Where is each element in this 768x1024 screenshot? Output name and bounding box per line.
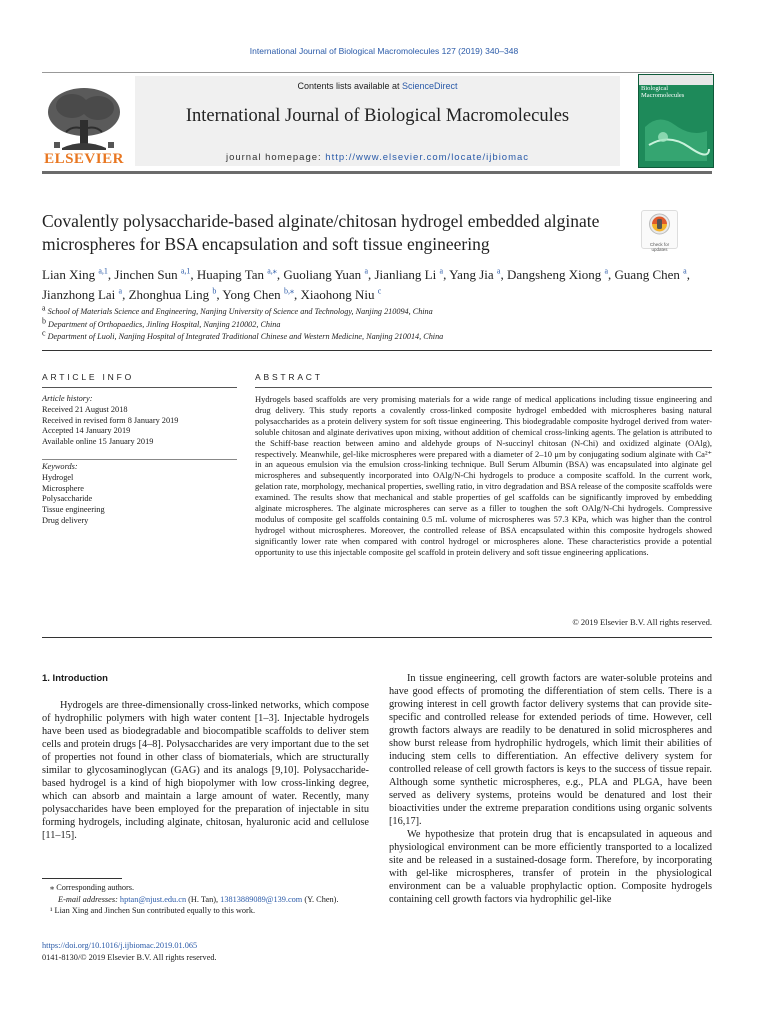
author-affiliation-mark: c	[377, 286, 382, 296]
divider	[42, 637, 712, 638]
equal-contribution-note: ¹ Lian Xing and Jinchen Sun contributed equally to this work.	[50, 906, 256, 915]
affiliation-text: School of Materials Science and Engineering, Nanjing University of Science and Technology, Nanjing 210094, China	[47, 307, 433, 316]
author[interactable]	[42, 287, 122, 302]
affiliation	[42, 303, 712, 319]
author[interactable]	[449, 267, 500, 282]
author-affiliation-mark: a	[439, 266, 444, 276]
author-affiliation-mark: a	[683, 266, 687, 276]
author[interactable]	[129, 287, 217, 302]
email-link-chen[interactable]: 13813889089@139.com	[220, 894, 303, 904]
author[interactable]	[42, 267, 108, 282]
journal-citation-link[interactable]: International Journal of Biological Macromolecules 127 (2019) 340–348	[249, 46, 519, 56]
keyword: Hydrogel	[42, 472, 74, 482]
keyword: Polysaccharide	[42, 494, 93, 504]
keyword: Drug delivery	[42, 515, 89, 525]
abstract-heading: ABSTRACT	[255, 372, 323, 382]
author[interactable]	[375, 267, 444, 282]
author-name: Zhonghua Ling	[128, 287, 210, 302]
doi-block	[42, 940, 369, 963]
author-affiliation-mark: b,⁎	[283, 286, 294, 296]
affiliation	[42, 328, 712, 344]
cover-title-line-1: Biological	[641, 85, 669, 92]
abstract-body: Hydrogels based scaffolds are very promising materials for a wide range of medical applications including tissue engineering and drug delivery. This study reports a covalently cross-linked composite hydrogel embedded with microspheres basing natural polysaccharides as a protein delivery system for soft tissue engineering. This biodegradable composite hydrogel derived from water-soluble chitosan and alginate derivatives upon mixing, without addition of chemical cross-linking agents. The gelation is attributed to the Schiff-base reaction between amino and aldehyde groups of N-succinyl chitosan (N-Chi) and oxidized alginate (OAlg), respectively. Meanwhile, gel-like microspheres were prepared with a diameter of 2–10 μm by conjugating sodium alginate with Ca²⁺ in an aqueous emulsion via the emulsion cross-linking technique. Bull Serum Albumin (BSA) was encapsulated into alginate gel microspheres and subsequently incorporated into OAlg/N-Chi hydrogels to produce a composite scaffold. In the current work, gelation rate, morphology, mechanical properties, swelling ratio, in vitro degradation and BSA release of the composite scaffolds were examined. The results show that mechanical and stable properties of gel scaffolds can be significantly improved by embedding alginate microspheres. The alginate microspheres can serve as a filler to toughen the soft OAlg/N-Chi hydrogels. Compressive modulus of composite gel scaffolds containing 0.5 mL volume of microspheres was 57.3 KPa, which was higher than the control hydrogel without microspheres. Moreover, the controlled release of BSA encapsulated within this composite hydrogels showed significantly lower rate when compared with control hydrogel or microspheres alone. These characteristics provide a potential opportunity to use this injectable composite gel scaffold in protein delivery and soft tissue engineering applications.	[255, 394, 712, 557]
author-name: Xiaohong Niu	[300, 287, 375, 302]
email-link-tan[interactable]: hptan@njust.edu.cn	[119, 894, 187, 904]
affiliation-mark: b	[42, 315, 46, 325]
author-name: Jianzhong Lai	[42, 287, 116, 302]
body-paragraph: In tissue engineering, cell growth factors are water-soluble proteins and have good effects of promoting the differentiation of stem cells. There is a growing interest in cell growth factor delivery systems that can provide site-specific and controlled release for extended periods of time. However, cell growth factors always are readily to be denatured in solid microspheres and show burst release from hydrophilic hydrogels, which limit their abilities of inducing stem cells to differentiation. An effective delivery system for controlled release of cell growth factors is keys to the success of tissue repair. Although some synthetic microspheres, e.g., PLA and PLGA, have been served as delivery systems, proteins would be denatured and lost their bioactivities under the extreme preparation conditions using organic solvents [16,17].	[389, 673, 712, 827]
keywords-label: Keywords:	[42, 462, 78, 471]
affiliation-mark: a	[42, 303, 46, 313]
email-label: E-mail addresses:	[58, 894, 118, 904]
author-name: Yong Chen	[222, 287, 281, 302]
contents-prefix: Contents lists available at	[297, 81, 403, 91]
divider	[42, 350, 712, 351]
author[interactable]	[507, 267, 608, 282]
affiliation	[42, 315, 712, 332]
issn-line: 0141-8130/© 2019 Elsevier B.V. All rights reserved.	[42, 952, 217, 962]
history-item: Available online 15 January 2019	[42, 437, 154, 447]
email-note	[42, 894, 369, 906]
divider	[42, 387, 237, 388]
divider	[42, 459, 237, 460]
affiliation-text: Department of Orthopaedics, Jinling Hospital, Nanjing 210002, China	[48, 319, 281, 329]
article-info-heading: ARTICLE INFO	[42, 372, 135, 382]
author-list: Lian Xing $^{a,1}$, Jinchen Sun $^{a,1}$, Huaping Tan $^{a,⁎}$, Guoliang Yuan $^a$, Jianliang Li $^a$, Yang Jia $^a$, Dangsheng Xiong $^a$, Guang Chen $^a$, Jianzhong Lai $^a$, Zhonghua Ling $^b$, Yong Chen $^{b,⁎}$, Xiaohong Niu $^c$	[42, 266, 690, 302]
author[interactable]	[283, 267, 368, 282]
email-owner-tan: (H. Tan),	[188, 894, 219, 904]
footnote-divider	[42, 878, 122, 879]
history-item: Received 21 August 2018	[42, 404, 128, 414]
keywords	[42, 462, 237, 527]
history-item: Received in revised form 8 January 2019	[42, 415, 179, 425]
keyword: Tissue engineering	[42, 505, 105, 515]
author-affiliation-mark: a,1	[98, 266, 108, 276]
elsevier-wordmark: ELSEVIER	[44, 151, 124, 167]
check-updates-label: Check for updates	[649, 242, 670, 252]
history-label: Article history:	[42, 394, 93, 403]
author-affiliation-mark: a	[496, 266, 501, 276]
affiliation-text: Department of Luoli, Nanjing Hospital of Integrated Traditional Chinese and Western Medicine, Nanjing 210014, China	[47, 332, 444, 341]
cover-title-line-2: Macromolecules	[641, 91, 685, 99]
journal-homepage-link[interactable]: http://www.elsevier.com/locate/ijbiomac	[325, 152, 530, 163]
introduction-heading: 1. Introduction	[42, 673, 108, 684]
email-owner-chen: (Y. Chen).	[304, 894, 339, 904]
body-column-right	[389, 672, 712, 906]
author[interactable]	[222, 287, 294, 302]
author-name: Huaping Tan	[196, 267, 264, 282]
sciencedirect-link[interactable]: ScienceDirect	[402, 81, 458, 91]
journal-homepage-line	[135, 152, 620, 163]
article-title: Covalently polysaccharide-based alginate/chitosan hydrogel embedded alginate microspheres for BSA encapsulation and soft tissue engineering	[42, 211, 600, 254]
abstract-copyright: © 2019 Elsevier B.V. All rights reserved.	[572, 617, 712, 627]
author[interactable]	[615, 267, 687, 282]
author-affiliation-mark: b	[212, 286, 217, 296]
corresponding-note: ⁎ Corresponding authors.	[50, 883, 135, 892]
body-paragraph: Hydrogels are three-dimensionally cross-linked networks, which compose of hydrophilic polymers with high water content [1–3]. Injectable hydrogels have been used as biodegradable and biocompatible scaffolds to deliver stem cells and protein drugs [4–8]. Polysaccharides are very important due to the set of properties not found in other class of biomaterials, which are structurally similar to glycosaminoglycan (GAG) and its analogs [9,10]. Polysaccharide-based hydrogel is a kind of high biopolymer with low cross-linking degree, which can absorb and maintain a large amount of water. Recently, many polysaccharides have been employed for the preparation of injectable in situ forming hydrogels, including alginate, chitosan, hyaluronic acid and cellulose [11–15].	[42, 700, 369, 841]
author-affiliation-mark: a,⁎	[267, 266, 277, 276]
journal-name: International Journal of Biological Macromolecules	[185, 106, 570, 126]
author[interactable]	[197, 267, 277, 282]
author-name: Jinchen Sun	[114, 267, 178, 282]
author-affiliation-mark: a	[118, 286, 123, 296]
history-item: Accepted 14 January 2019	[42, 426, 131, 436]
author[interactable]	[114, 267, 190, 282]
article-history	[42, 394, 237, 448]
author-affiliation-mark: a,1	[180, 266, 191, 276]
author-affiliation-mark: a	[604, 266, 609, 276]
body-column-left	[42, 699, 369, 842]
footnotes	[42, 882, 369, 917]
homepage-prefix: journal homepage:	[225, 152, 326, 163]
divider	[255, 387, 712, 388]
keyword: Microsphere	[42, 483, 84, 493]
author-name: Guoliang Yuan	[283, 267, 362, 282]
affiliation-mark: c	[42, 328, 46, 338]
author[interactable]	[300, 287, 381, 302]
cover-title	[641, 86, 709, 100]
author-name: Dangsheng Xiong	[506, 267, 602, 282]
contents-line	[135, 81, 620, 91]
author-name: Yang Jia	[449, 267, 494, 282]
author-name: Lian Xing	[42, 267, 96, 282]
affiliations	[42, 303, 712, 344]
body-paragraph: We hypothesize that protein drug that is encapsulated in aqueous and physiological environment can be more efficiently transported to a localized site and be released in a sustained-dosage form. Therefore, by incorporating with gel-like microspheres, transfer of protein in the physiological environment can be a valuable prophylactic option. Composite hydrogels containing cell growth factors via hydrophilic gel-like	[389, 829, 712, 905]
check-updates-icon	[642, 211, 677, 237]
check-for-updates-badge[interactable]	[641, 210, 678, 252]
author-affiliation-mark: a	[364, 266, 368, 276]
author-name: Guang Chen	[614, 267, 680, 282]
doi-link[interactable]: https://doi.org/10.1016/j.ijbiomac.2019.01.065	[42, 941, 198, 950]
author-name: Jianliang Li	[374, 267, 437, 282]
